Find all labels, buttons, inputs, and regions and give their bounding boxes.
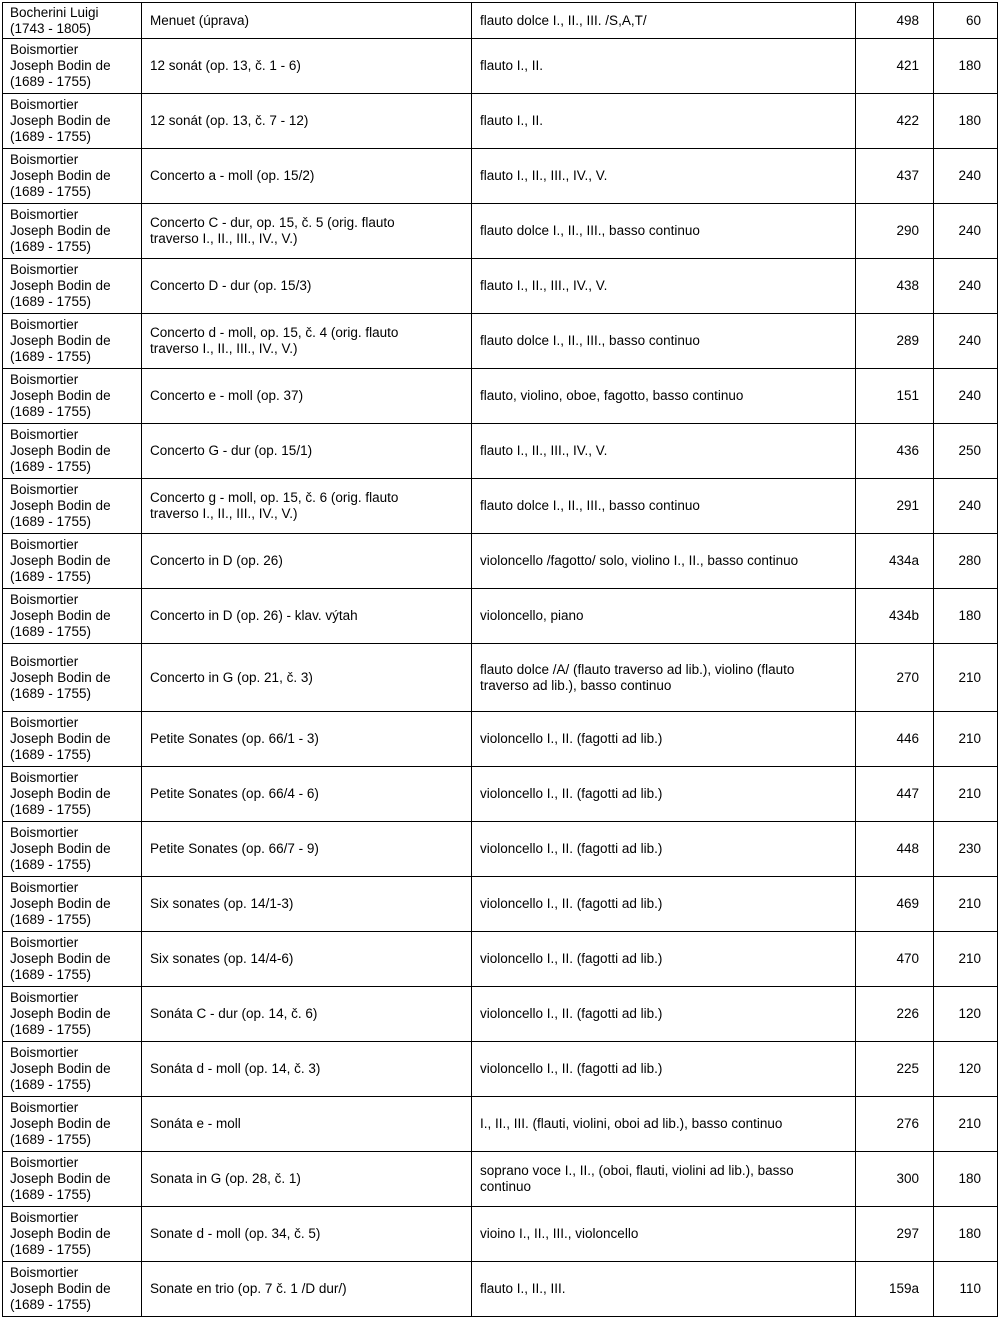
author-cell — [3, 712, 142, 767]
author-cell — [3, 314, 142, 369]
title-cell-line: Menuet (úprava) — [150, 12, 250, 28]
instruments-cell-line: violoncello I., II. (fagotti ad lib.) — [480, 1006, 663, 1021]
table-row — [3, 1042, 998, 1097]
author-cell-line: Boismortier — [10, 152, 79, 167]
catalog-number-cell: 446 — [856, 712, 934, 767]
author-cell-line: Boismortier — [10, 207, 79, 222]
author-cell-line: (1689 - 1755) — [10, 569, 92, 584]
title-cell-line: Sonáta C - dur (op. 14, č. 6) — [150, 1006, 318, 1021]
title-cell — [142, 94, 472, 149]
title-cell — [142, 712, 472, 767]
catalog-number-cell: 434a — [856, 534, 934, 589]
table-row — [3, 1207, 998, 1262]
instruments-cell — [472, 644, 856, 712]
title-cell — [142, 644, 472, 712]
table-row — [3, 1262, 998, 1317]
title-cell-line: traverso I., II., III., IV., V.) — [150, 231, 298, 246]
table-row — [3, 712, 998, 767]
author-cell — [3, 644, 142, 712]
instruments-cell-line: I., II., III. (flauti, violini, oboi ad lib.), basso continuo — [480, 1116, 783, 1131]
instruments-cell — [472, 589, 856, 644]
price-cell: 210 — [934, 1097, 998, 1152]
price-cell: 180 — [934, 1152, 998, 1207]
table-row — [3, 314, 998, 369]
catalog-number-cell: 470 — [856, 932, 934, 987]
author-cell — [3, 1097, 142, 1152]
author-cell-line: Boismortier — [10, 537, 79, 552]
title-cell — [142, 1097, 472, 1152]
title-cell-line: Concerto in D (op. 26) - klav. výtah — [150, 608, 358, 623]
table-row — [3, 259, 998, 314]
instruments-cell-line: violoncello I., II. (fagotti ad lib.) — [480, 1061, 663, 1076]
title-cell — [142, 1042, 472, 1097]
title-cell — [142, 369, 472, 424]
instruments-cell-line: continuo — [480, 1179, 532, 1194]
title-cell-line: Sonate d - moll (op. 34, č. 5) — [150, 1226, 321, 1241]
title-cell-line: Concerto e - moll (op. 37) — [150, 388, 304, 403]
instruments-cell — [472, 314, 856, 369]
author-cell-line: Boismortier — [10, 653, 79, 669]
instruments-cell-line: flauto I., II. — [480, 58, 544, 73]
instruments-cell-line: violoncello I., II. (fagotti ad lib.) — [480, 841, 663, 856]
title-cell — [142, 534, 472, 589]
author-cell-line: Boismortier — [10, 42, 79, 57]
instruments-cell — [472, 1042, 856, 1097]
author-cell-line: (1689 - 1755) — [10, 685, 92, 701]
table-row — [3, 767, 998, 822]
price-cell: 230 — [934, 822, 998, 877]
author-cell-line: Joseph Bodin de — [10, 223, 111, 238]
instruments-cell — [472, 479, 856, 534]
author-cell-line: Boismortier — [10, 1265, 79, 1280]
price-cell: 210 — [934, 712, 998, 767]
author-cell-line: Boismortier — [10, 317, 79, 332]
author-cell-line: (1689 - 1755) — [10, 514, 92, 529]
author-cell-line: Joseph Bodin de — [10, 608, 111, 623]
author-cell-line: Boismortier — [10, 770, 79, 785]
instruments-cell — [472, 3, 856, 39]
title-cell — [142, 424, 472, 479]
author-cell-line: Joseph Bodin de — [10, 1226, 111, 1241]
table-row — [3, 822, 998, 877]
author-cell-line: (1689 - 1755) — [10, 349, 92, 364]
author-cell-line: Joseph Bodin de — [10, 1006, 111, 1021]
table-row — [3, 39, 998, 94]
table-row — [3, 877, 998, 932]
catalog-number-cell: 226 — [856, 987, 934, 1042]
author-cell — [3, 204, 142, 259]
author-cell-line: Joseph Bodin de — [10, 278, 111, 293]
author-cell-line: (1689 - 1755) — [10, 967, 92, 982]
author-cell-line: Joseph Bodin de — [10, 731, 111, 746]
table-row — [3, 589, 998, 644]
author-cell-line: (1689 - 1755) — [10, 1077, 92, 1092]
title-cell — [142, 589, 472, 644]
instruments-cell — [472, 1097, 856, 1152]
author-cell-line: (1689 - 1755) — [10, 74, 92, 89]
author-cell-line: Joseph Bodin de — [10, 951, 111, 966]
title-cell-line: Concerto in G (op. 21, č. 3) — [150, 669, 313, 685]
price-cell: 210 — [934, 932, 998, 987]
title-cell-line: Concerto a - moll (op. 15/2) — [150, 168, 315, 183]
price-cell: 180 — [934, 39, 998, 94]
author-cell — [3, 94, 142, 149]
author-cell-line: Joseph Bodin de — [10, 58, 111, 73]
instruments-cell — [472, 822, 856, 877]
catalog-number-cell: 422 — [856, 94, 934, 149]
author-cell-line: Boismortier — [10, 1100, 79, 1115]
author-cell — [3, 369, 142, 424]
instruments-cell-line: vioino I., II., III., violoncello — [480, 1226, 639, 1241]
title-cell-line: 12 sonát (op. 13, č. 1 - 6) — [150, 58, 301, 73]
author-cell-line: Boismortier — [10, 880, 79, 895]
instruments-cell-line: flauto dolce I., II., III. /S,A,T/ — [480, 12, 647, 28]
price-cell: 210 — [934, 877, 998, 932]
instruments-cell-line: flauto I., II. — [480, 113, 544, 128]
table-row — [3, 94, 998, 149]
title-cell-line: Concerto C - dur, op. 15, č. 5 (orig. flauto — [150, 215, 395, 230]
catalog-number-cell: 300 — [856, 1152, 934, 1207]
price-cell: 110 — [934, 1262, 998, 1317]
price-cell: 60 — [934, 3, 998, 39]
author-cell-line: (1689 - 1755) — [10, 1297, 92, 1312]
author-cell-line: Boismortier — [10, 1155, 79, 1170]
instruments-cell — [472, 987, 856, 1042]
instruments-cell-line: traverso ad lib.), basso continuo — [480, 677, 672, 693]
catalog-number-cell: 447 — [856, 767, 934, 822]
author-cell-line: (1689 - 1755) — [10, 294, 92, 309]
author-cell-line: Joseph Bodin de — [10, 786, 111, 801]
author-cell-line: Joseph Bodin de — [10, 1116, 111, 1131]
price-cell: 240 — [934, 259, 998, 314]
table-row — [3, 1097, 998, 1152]
catalog-number-cell: 469 — [856, 877, 934, 932]
price-cell: 180 — [934, 1207, 998, 1262]
instruments-cell-line: flauto dolce /A/ (flauto traverso ad lib.), violino (flauto — [480, 661, 795, 677]
author-cell-line: Joseph Bodin de — [10, 498, 111, 513]
title-cell — [142, 3, 472, 39]
title-cell — [142, 314, 472, 369]
instruments-cell-line: soprano voce I., II., (oboi, flauti, violini ad lib.), basso — [480, 1163, 794, 1178]
author-cell — [3, 1042, 142, 1097]
instruments-cell — [472, 259, 856, 314]
title-cell — [142, 39, 472, 94]
title-cell — [142, 877, 472, 932]
instruments-cell-line: violoncello, piano — [480, 608, 584, 623]
price-cell: 120 — [934, 987, 998, 1042]
price-cell: 240 — [934, 479, 998, 534]
title-cell — [142, 767, 472, 822]
instruments-cell — [472, 1262, 856, 1317]
title-cell-line: Six sonates (op. 14/1-3) — [150, 896, 294, 911]
author-cell — [3, 424, 142, 479]
author-cell — [3, 479, 142, 534]
catalog-number-cell: 151 — [856, 369, 934, 424]
author-cell-line: Boismortier — [10, 715, 79, 730]
instruments-cell — [472, 94, 856, 149]
author-cell-line: Joseph Bodin de — [10, 1171, 111, 1186]
price-cell: 210 — [934, 767, 998, 822]
author-cell-line: (1689 - 1755) — [10, 404, 92, 419]
author-cell-line: Bocherini Luigi — [10, 4, 99, 20]
author-cell-line: Joseph Bodin de — [10, 1061, 111, 1076]
title-cell-line: 12 sonát (op. 13, č. 7 - 12) — [150, 113, 309, 128]
author-cell-line: Joseph Bodin de — [10, 388, 111, 403]
author-cell — [3, 1262, 142, 1317]
catalog-table — [2, 2, 998, 1317]
title-cell — [142, 259, 472, 314]
title-cell-line: traverso I., II., III., IV., V.) — [150, 341, 298, 356]
author-cell — [3, 534, 142, 589]
instruments-cell-line: flauto I., II., III., IV., V. — [480, 168, 608, 183]
table-row — [3, 534, 998, 589]
author-cell-line: Boismortier — [10, 935, 79, 950]
title-cell — [142, 987, 472, 1042]
table-row — [3, 149, 998, 204]
instruments-cell-line: flauto I., II., III. — [480, 1281, 566, 1296]
author-cell-line: Joseph Bodin de — [10, 1281, 111, 1296]
title-cell — [142, 932, 472, 987]
table-row — [3, 932, 998, 987]
author-cell — [3, 767, 142, 822]
title-cell-line: Sonáta e - moll — [150, 1116, 241, 1131]
author-cell-line: (1689 - 1755) — [10, 624, 92, 639]
instruments-cell — [472, 534, 856, 589]
author-cell — [3, 149, 142, 204]
author-cell — [3, 877, 142, 932]
author-cell — [3, 259, 142, 314]
instruments-cell-line: violoncello I., II. (fagotti ad lib.) — [480, 786, 663, 801]
instruments-cell — [472, 877, 856, 932]
instruments-cell-line: flauto, violino, oboe, fagotto, basso continuo — [480, 388, 744, 403]
catalog-table-body — [3, 3, 998, 1317]
author-cell — [3, 1207, 142, 1262]
author-cell-line: (1689 - 1755) — [10, 1187, 92, 1202]
author-cell-line: Boismortier — [10, 592, 79, 607]
title-cell — [142, 1262, 472, 1317]
author-cell-line: (1689 - 1755) — [10, 459, 92, 474]
title-cell — [142, 822, 472, 877]
price-cell: 240 — [934, 149, 998, 204]
author-cell-line: Joseph Bodin de — [10, 841, 111, 856]
price-cell: 280 — [934, 534, 998, 589]
table-row — [3, 204, 998, 259]
author-cell-line: Boismortier — [10, 372, 79, 387]
price-cell: 240 — [934, 204, 998, 259]
title-cell-line: Sonate en trio (op. 7 č. 1 /D dur/) — [150, 1281, 347, 1296]
catalog-number-cell: 276 — [856, 1097, 934, 1152]
author-cell-line: (1689 - 1755) — [10, 239, 92, 254]
author-cell-line: (1689 - 1755) — [10, 747, 92, 762]
price-cell: 180 — [934, 94, 998, 149]
author-cell — [3, 932, 142, 987]
instruments-cell — [472, 204, 856, 259]
instruments-cell-line: flauto I., II., III., IV., V. — [480, 443, 608, 458]
table-row — [3, 987, 998, 1042]
title-cell-line: Petite Sonates (op. 66/4 - 6) — [150, 786, 319, 801]
author-cell — [3, 1152, 142, 1207]
author-cell-line: Boismortier — [10, 1210, 79, 1225]
table-row — [3, 479, 998, 534]
table-row — [3, 644, 998, 712]
catalog-number-cell: 290 — [856, 204, 934, 259]
author-cell-line: (1689 - 1755) — [10, 1022, 92, 1037]
catalog-number-cell: 438 — [856, 259, 934, 314]
table-row — [3, 424, 998, 479]
instruments-cell — [472, 1152, 856, 1207]
author-cell-line: Boismortier — [10, 97, 79, 112]
table-row — [3, 369, 998, 424]
author-cell-line: Joseph Bodin de — [10, 553, 111, 568]
instruments-cell — [472, 767, 856, 822]
author-cell-line: Joseph Bodin de — [10, 333, 111, 348]
author-cell-line: Boismortier — [10, 262, 79, 277]
instruments-cell-line: flauto dolce I., II., III., basso continuo — [480, 223, 700, 238]
author-cell-line: Boismortier — [10, 825, 79, 840]
title-cell-line: Concerto G - dur (op. 15/1) — [150, 443, 313, 458]
price-cell: 240 — [934, 369, 998, 424]
instruments-cell-line: violoncello I., II. (fagotti ad lib.) — [480, 951, 663, 966]
price-cell: 120 — [934, 1042, 998, 1097]
title-cell — [142, 149, 472, 204]
title-cell-line: Petite Sonates (op. 66/7 - 9) — [150, 841, 319, 856]
catalog-number-cell: 297 — [856, 1207, 934, 1262]
title-cell-line: Concerto D - dur (op. 15/3) — [150, 278, 312, 293]
instruments-cell-line: flauto I., II., III., IV., V. — [480, 278, 608, 293]
title-cell-line: Sonata in G (op. 28, č. 1) — [150, 1171, 301, 1186]
title-cell-line: Six sonates (op. 14/4-6) — [150, 951, 294, 966]
author-cell-line: Joseph Bodin de — [10, 896, 111, 911]
instruments-cell-line: violoncello /fagotto/ solo, violino I., II., basso continuo — [480, 553, 799, 568]
author-cell-line: Boismortier — [10, 1045, 79, 1060]
instruments-cell — [472, 932, 856, 987]
price-cell: 210 — [934, 644, 998, 712]
catalog-number-cell: 421 — [856, 39, 934, 94]
catalog-number-cell: 225 — [856, 1042, 934, 1097]
instruments-cell — [472, 149, 856, 204]
price-cell: 240 — [934, 314, 998, 369]
author-cell-line: Boismortier — [10, 482, 79, 497]
instruments-cell — [472, 369, 856, 424]
author-cell — [3, 589, 142, 644]
catalog-number-cell: 437 — [856, 149, 934, 204]
author-cell-line: (1743 - 1805) — [10, 20, 92, 36]
title-cell-line: Sonáta d - moll (op. 14, č. 3) — [150, 1061, 321, 1076]
catalog-number-cell: 448 — [856, 822, 934, 877]
title-cell-line: Concerto d - moll, op. 15, č. 4 (orig. flauto — [150, 325, 399, 340]
author-cell-line: (1689 - 1755) — [10, 1242, 92, 1257]
instruments-cell — [472, 1207, 856, 1262]
catalog-number-cell: 270 — [856, 644, 934, 712]
instruments-cell-line: flauto dolce I., II., III., basso continuo — [480, 498, 700, 513]
title-cell — [142, 204, 472, 259]
instruments-cell — [472, 712, 856, 767]
author-cell-line: Boismortier — [10, 427, 79, 442]
author-cell-line: Boismortier — [10, 990, 79, 1005]
author-cell-line: Joseph Bodin de — [10, 113, 111, 128]
price-cell: 250 — [934, 424, 998, 479]
catalog-number-cell: 289 — [856, 314, 934, 369]
price-cell: 180 — [934, 589, 998, 644]
catalog-number-cell: 436 — [856, 424, 934, 479]
author-cell-line: Joseph Bodin de — [10, 168, 111, 183]
table-row — [3, 1152, 998, 1207]
author-cell — [3, 3, 142, 39]
title-cell — [142, 1152, 472, 1207]
author-cell-line: (1689 - 1755) — [10, 857, 92, 872]
title-cell — [142, 479, 472, 534]
instruments-cell-line: violoncello I., II. (fagotti ad lib.) — [480, 896, 663, 911]
instruments-cell — [472, 424, 856, 479]
author-cell-line: (1689 - 1755) — [10, 912, 92, 927]
author-cell-line: Joseph Bodin de — [10, 669, 111, 685]
title-cell-line: traverso I., II., III., IV., V.) — [150, 506, 298, 521]
instruments-cell-line: flauto dolce I., II., III., basso continuo — [480, 333, 700, 348]
title-cell — [142, 1207, 472, 1262]
catalog-number-cell: 498 — [856, 3, 934, 39]
title-cell-line: Concerto in D (op. 26) — [150, 553, 283, 568]
author-cell-line: (1689 - 1755) — [10, 802, 92, 817]
catalog-number-cell: 291 — [856, 479, 934, 534]
catalog-number-cell: 434b — [856, 589, 934, 644]
author-cell — [3, 987, 142, 1042]
title-cell-line: Petite Sonates (op. 66/1 - 3) — [150, 731, 319, 746]
catalog-number-cell: 159a — [856, 1262, 934, 1317]
table-row — [3, 3, 998, 39]
author-cell — [3, 822, 142, 877]
title-cell-line: Concerto g - moll, op. 15, č. 6 (orig. flauto — [150, 490, 399, 505]
author-cell-line: (1689 - 1755) — [10, 129, 92, 144]
author-cell — [3, 39, 142, 94]
author-cell-line: Joseph Bodin de — [10, 443, 111, 458]
author-cell-line: (1689 - 1755) — [10, 1132, 92, 1147]
instruments-cell — [472, 39, 856, 94]
instruments-cell-line: violoncello I., II. (fagotti ad lib.) — [480, 731, 663, 746]
author-cell-line: (1689 - 1755) — [10, 184, 92, 199]
